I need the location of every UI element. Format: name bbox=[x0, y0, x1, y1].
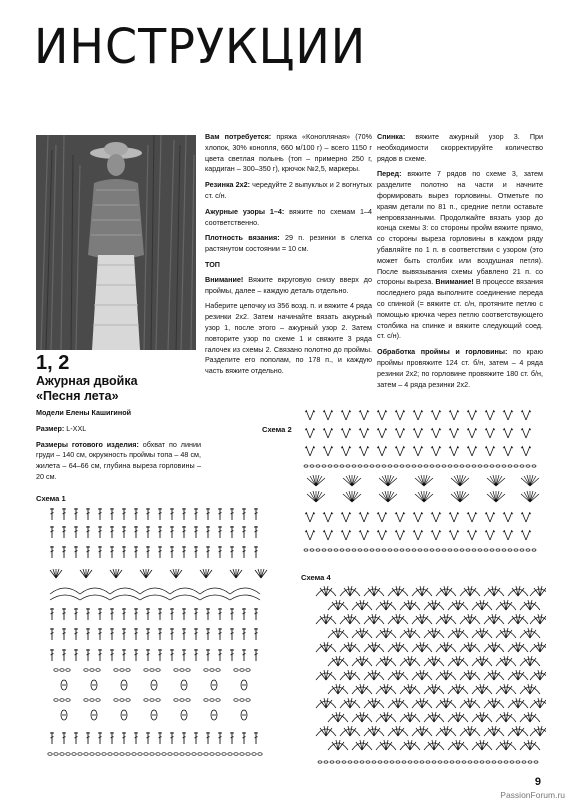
front-paragraph: Перед: вяжите 7 рядов по схеме 3, затем разделите полотно на части и начните формировать вырез горловины. Отметьте по краям детали по 81 п., средние петли оставьте непровязанными. Продолжайте вязать узор до конца схемы 3: со стороны пройм вяжите прямо, со стороны выреза горловины в каждом ряду убавляйте по 1 п. в соответствии с узором (это может быть столбик или воздушная петля). После вывязывания схемы убавлено 21 п. со стороны выреза. Внимание! В процессе вязания последнего ряда выполните соединение переда со спинкой (= вяжите ст. с/н, протяните петлю с помощью крючка через петлю соответствующего столбика на спинке и вяжите следующий соед. ст. с/н). bbox=[377, 169, 543, 341]
size-line: Размер: L-XXL bbox=[36, 423, 87, 433]
top-heading: ТОП bbox=[205, 259, 220, 269]
attention-paragraph: Внимание! Вяжите вкруговую снизу вверх до проймы, далее – каждую деталь отдельно. bbox=[205, 274, 372, 295]
scheme-4-rows bbox=[316, 586, 546, 763]
materials-paragraph: Вам потребуется: пряжа «Конопляная» (70% хлопок, 30% конопля, 660 м/100 г) – всего 1150 г цвета светлая полынь (топ – примерно 250 г, кардиган – 300–350 г), крючок №2,5, маркеры. bbox=[205, 132, 372, 174]
scheme-4-label: Схема 4 bbox=[301, 573, 331, 582]
dimensions-line: Размеры готового изделия: обхват по линии груди – 140 см, окружность проймы топа – 48 см, жилета – 64–66 см, глубина выреза горловины – 20 см. bbox=[36, 439, 201, 481]
scheme-2-label: Схема 2 bbox=[262, 425, 292, 434]
column-3 bbox=[377, 132, 543, 395]
model-photo bbox=[36, 135, 196, 350]
lace-paragraph: Ажурные узоры 1–4: вяжите по схемам 1–4 соответственно. bbox=[205, 206, 372, 227]
item-title-line2: «Песня лета» bbox=[36, 389, 119, 403]
page-number: 9 bbox=[534, 776, 541, 788]
page-title: ИНСТРУКЦИИ bbox=[34, 18, 367, 75]
column-2 bbox=[205, 132, 372, 382]
rib-paragraph: Резинка 2х2: чередуйте 2 выпуклых и 2 вогнутых ст. с/н. bbox=[205, 180, 372, 200]
photo-image bbox=[36, 135, 196, 350]
scheme-1-rows bbox=[48, 508, 267, 755]
cast-on-paragraph: Наберите цепочку из 356 возд. п. и вяжите 4 ряда резинки 2х2. Затем начинайте вязать ажурный узор 1, после этого – ажурный узор 2. Затем повторите узор по схеме 1 и свяжите 3 ряда галочек из схемы 2. Связано полотно до проймы. Разделите его пополам, по 178 п., и каждую часть вяжите отдельно. bbox=[205, 301, 372, 376]
scheme-4-chart bbox=[314, 582, 546, 768]
watermark: PassionForum.ru bbox=[500, 790, 565, 800]
scheme-1-chart bbox=[46, 504, 276, 766]
item-number: 1, 2 bbox=[36, 352, 70, 374]
back-paragraph: Спинка: вяжите ажурный узор 3. При необходимости скорректируйте количество рядов в схеме. bbox=[377, 132, 543, 163]
scheme-2-chart bbox=[302, 408, 542, 556]
gauge-paragraph: Плотность вязания: 29 п. резинки в слегка растянутом состоянии = 10 см. bbox=[205, 233, 372, 254]
finishing-paragraph: Обработка проймы и горловины: по краю проймы провяжите 124 ст. б/н, затем – 4 ряда резинки 2х2; по горловине провяжите 180 ст. б/н, затем – 4 ряда резинки 2х2. bbox=[377, 347, 543, 389]
item-title bbox=[36, 374, 201, 404]
item-title-line1: Ажурная двойка bbox=[36, 374, 138, 388]
scheme-2-rows bbox=[304, 410, 539, 551]
column-1 bbox=[36, 408, 201, 488]
scheme-1-label: Схема 1 bbox=[36, 494, 66, 503]
author-line: Модели Елены Кашигиной bbox=[36, 408, 132, 417]
